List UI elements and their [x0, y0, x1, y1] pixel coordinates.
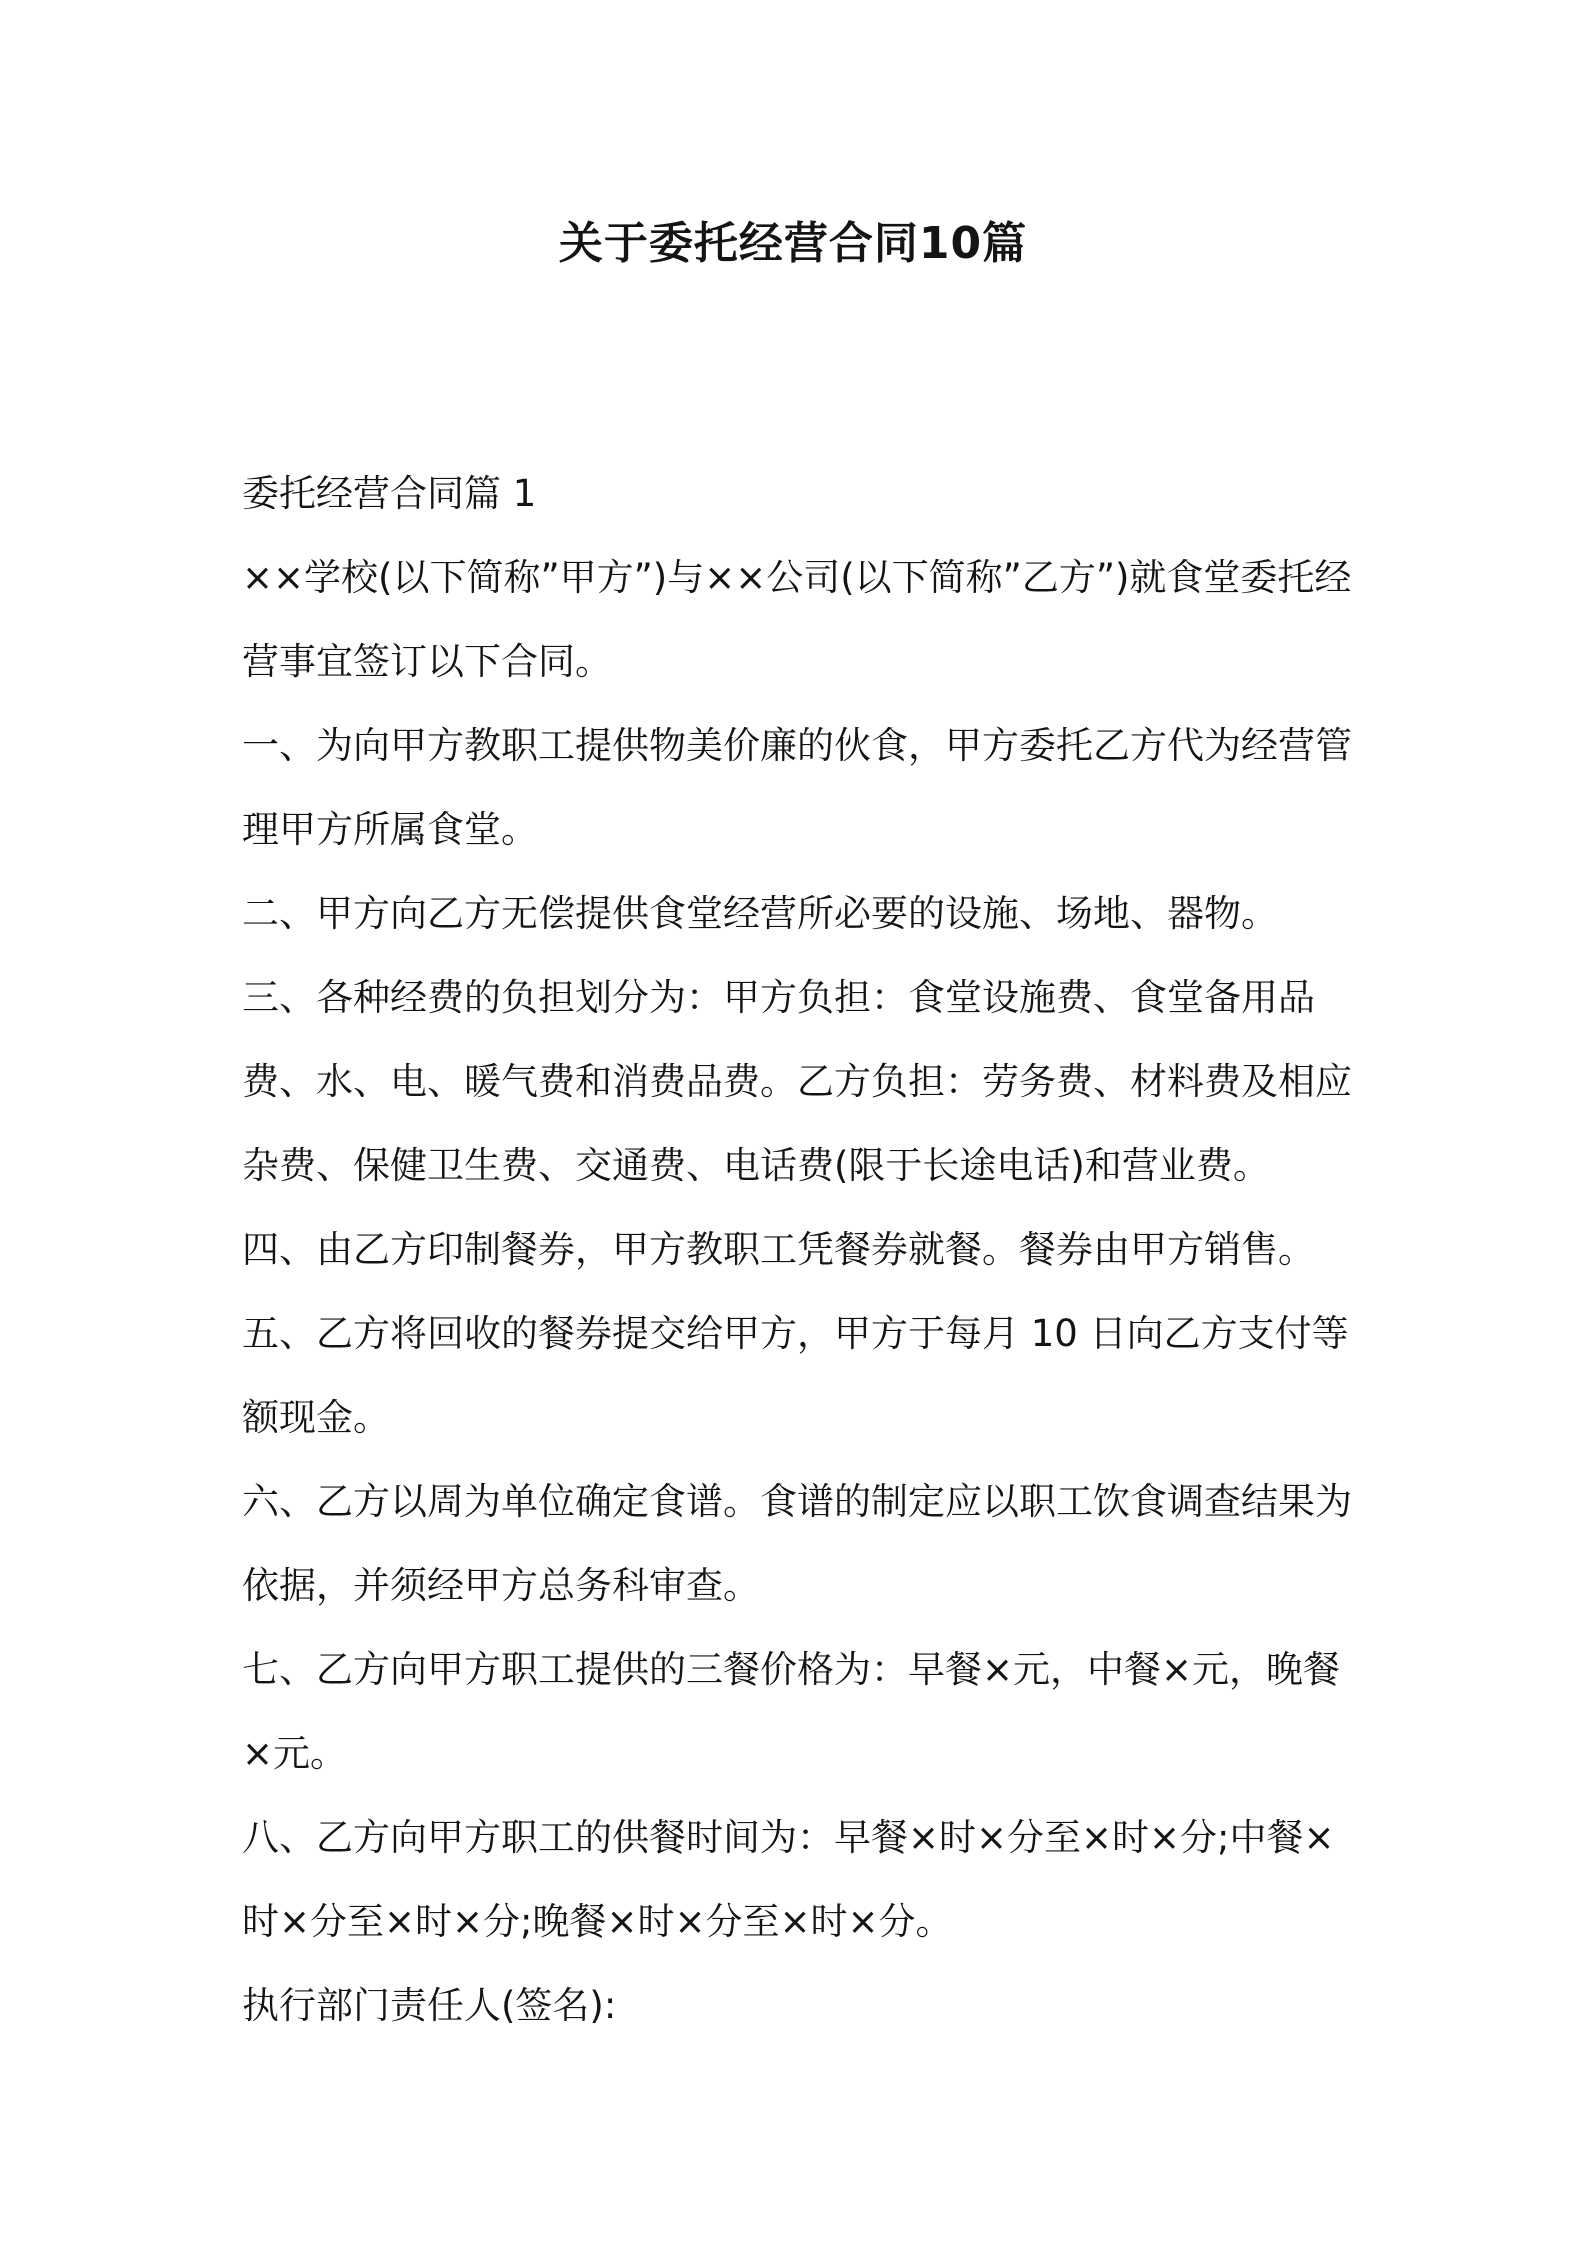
- page-title: 关于委托经营合同10篇: [558, 218, 1028, 269]
- paragraph-intro: ××学校(以下简称”甲方”)与××公司(以下简称”乙方”)就食堂委托经营事宜签订以下合同。: [242, 556, 1352, 683]
- clause-7: 七、乙方向甲方职工提供的三餐价格为：早餐×元，中餐×元，晚餐×元。: [242, 1648, 1341, 1775]
- section-heading: 委托经营合同篇 1: [242, 472, 537, 515]
- clause-4: 四、由乙方印制餐券，甲方教职工凭餐券就餐。餐券由甲方销售。: [242, 1228, 1315, 1271]
- clause-5: 五、乙方将回收的餐券提交给甲方，甲方于每月 10 日向乙方支付等额现金。: [242, 1312, 1349, 1439]
- signature-line: 执行部门责任人(签名):: [242, 1984, 617, 2027]
- clause-3: 三、各种经费的负担划分为：甲方负担：食堂设施费、食堂备用品费、水、电、暖气费和消费品费。乙方负担：劳务费、材料费及相应杂费、保健卫生费、交通费、电话费(限于长途电话)和营业费。: [242, 976, 1352, 1187]
- clause-2: 二、甲方向乙方无偿提供食堂经营所必要的设施、场地、器物。: [242, 892, 1278, 935]
- clause-8: 八、乙方向甲方职工的供餐时间为：早餐×时×分至×时×分;中餐×时×分至×时×分;晚餐×时×分至×时×分。: [242, 1816, 1335, 1943]
- document-body: [242, 452, 1362, 2048]
- clause-6: 六、乙方以周为单位确定食谱。食谱的制定应以职工饮食调查结果为依据，并须经甲方总务科审查。: [242, 1480, 1352, 1607]
- clause-1: 一、为向甲方教职工提供物美价廉的伙食，甲方委托乙方代为经营管理甲方所属食堂。: [242, 724, 1352, 851]
